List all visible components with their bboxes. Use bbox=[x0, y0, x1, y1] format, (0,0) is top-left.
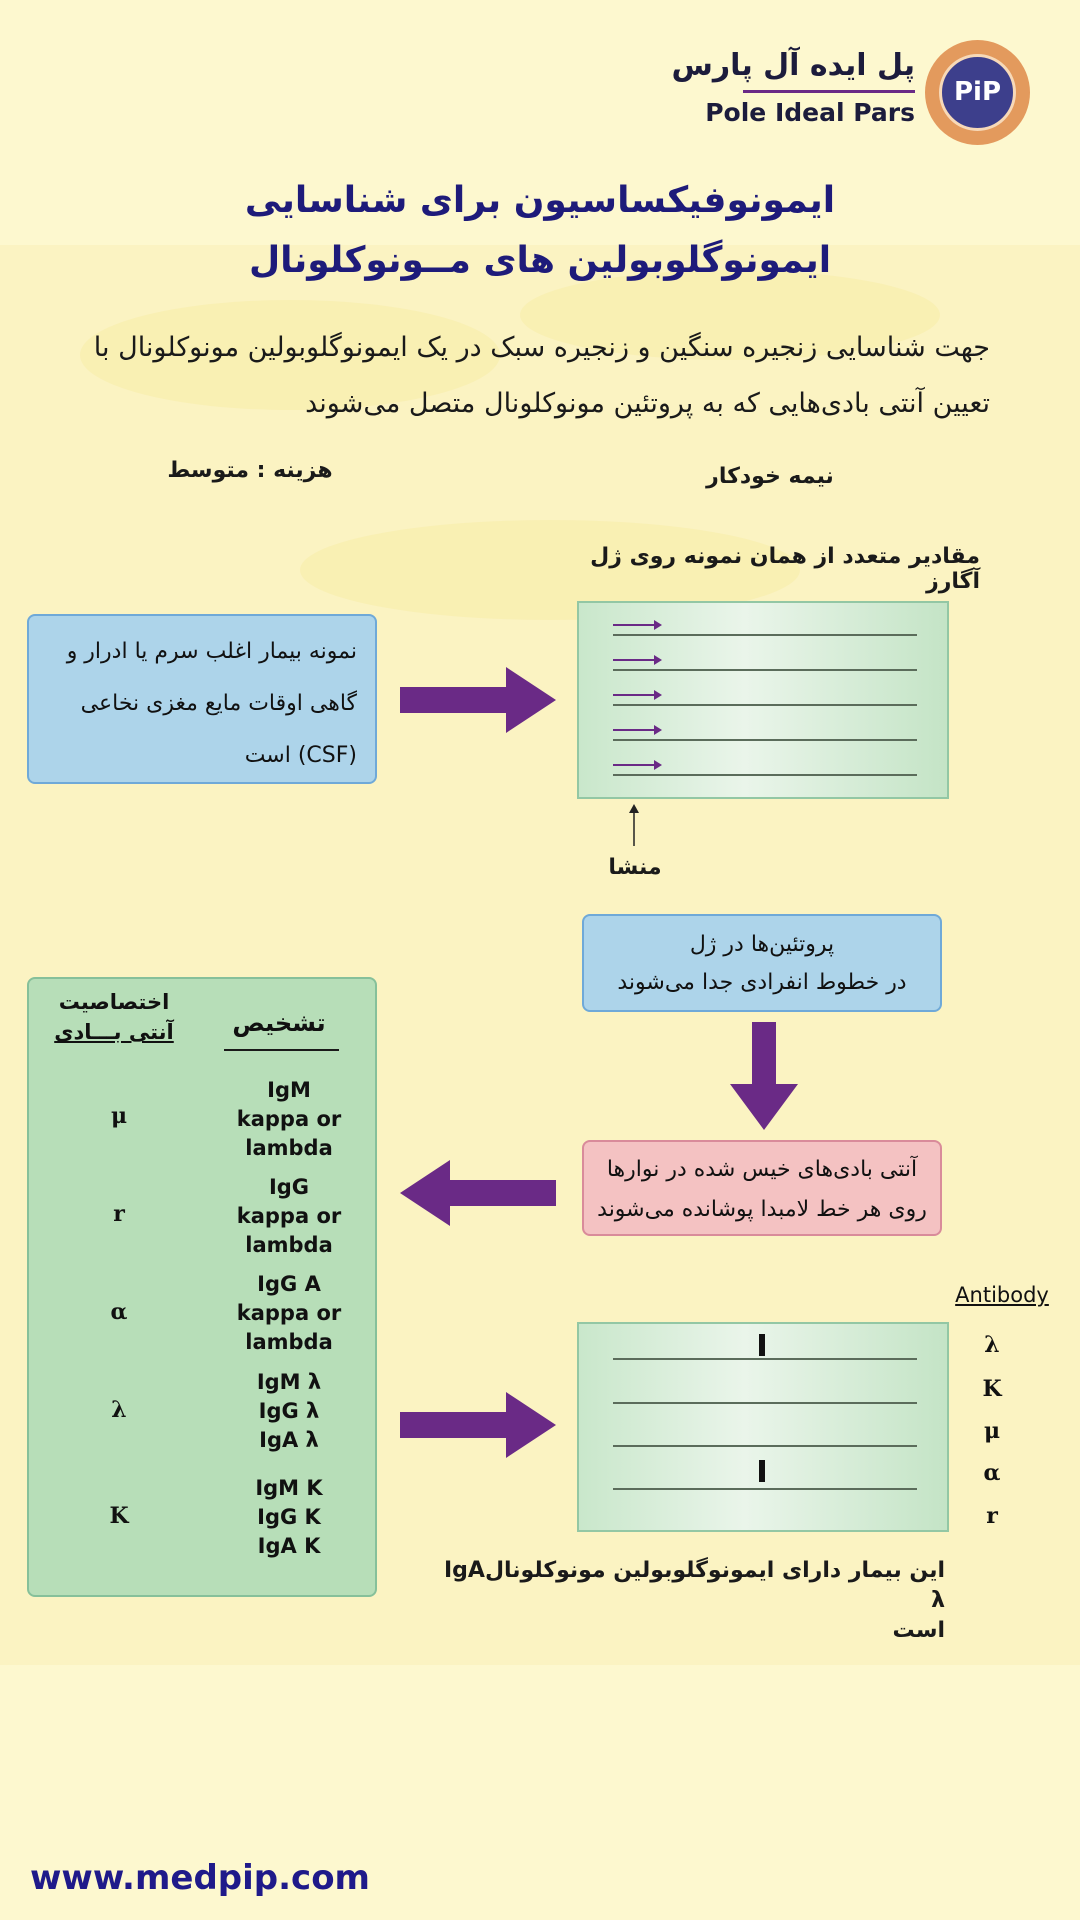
migration-arrow-icon bbox=[613, 624, 658, 626]
protein-band bbox=[759, 1460, 765, 1482]
separation-line-1: پروتئین‌ها در ژل bbox=[689, 932, 835, 957]
antibody-label: α bbox=[983, 1460, 1001, 1486]
specificity-header bbox=[49, 987, 179, 1047]
sample-box bbox=[27, 614, 377, 784]
page-title-line2: ایمونوگلوبولین های مــونوکلونال bbox=[248, 240, 832, 281]
arrow-down-icon bbox=[728, 1020, 800, 1132]
origin-label: منشا bbox=[608, 855, 662, 880]
origin-arrow-icon bbox=[626, 804, 642, 846]
separation-box bbox=[582, 914, 942, 1012]
result-text bbox=[440, 1556, 945, 1646]
antibody-title: Antibody bbox=[955, 1283, 1049, 1307]
antibody-label: r bbox=[986, 1503, 998, 1529]
brand-name-en: Pole Ideal Pars bbox=[705, 98, 915, 127]
sample-line-3: (CSF) است bbox=[244, 743, 357, 768]
stain-line-2: روی هر خط لامبدا پوشانده می‌شوند bbox=[597, 1197, 927, 1222]
gel-lane bbox=[613, 669, 917, 671]
gel-lane bbox=[613, 1488, 917, 1490]
gel-lane bbox=[613, 739, 917, 741]
protein-band bbox=[759, 1334, 765, 1356]
specificity-header-line2: آنتی بـــادی bbox=[54, 1020, 174, 1044]
table-row-diagnosis: IgM λ IgG λ IgA λ bbox=[256, 1370, 322, 1452]
table-row-diagnosis: IgG A kappa or lambda bbox=[236, 1272, 342, 1354]
cost-label: هزینه : متوسط bbox=[167, 458, 333, 483]
table-row-symbol: r bbox=[113, 1201, 125, 1227]
gel-lane bbox=[613, 1358, 917, 1360]
arrow-right-icon bbox=[398, 1390, 558, 1460]
migration-arrow-icon bbox=[613, 659, 658, 661]
gel-lane bbox=[613, 634, 917, 636]
table-row-symbol: α bbox=[110, 1299, 128, 1325]
gel-caption: مقادیر متعدد از همان نمونه روی ژل آگارز bbox=[590, 544, 980, 594]
arrow-right-icon bbox=[398, 665, 558, 735]
stain-line-1: آنتی بادی‌های خیس شده در نوارها bbox=[606, 1157, 918, 1182]
brand-seal-logo bbox=[925, 40, 1030, 145]
gel-plate-bottom bbox=[577, 1322, 949, 1532]
table-row-diagnosis: IgM kappa or lambda bbox=[236, 1078, 342, 1160]
brand-divider bbox=[743, 90, 915, 93]
sample-line-1: نمونه بیمار اغلب سرم یا ادرار و bbox=[66, 639, 357, 664]
automation-label: نیمه خودکار bbox=[706, 464, 834, 489]
intro-text: جهت شناسایی زنجیره سنگین و زنجیره سبک در یک ایمونوگلوبولین مونوکلونال با تعیین آنتی بادی‌هایی که به پروتئین مونوکلونال متصل می‌شوند bbox=[93, 332, 990, 419]
table-row-diagnosis: IgM K IgG K IgA K bbox=[255, 1476, 323, 1558]
antibody-label: K bbox=[982, 1376, 1002, 1402]
gel-lane bbox=[613, 704, 917, 706]
antibody-label: λ bbox=[984, 1332, 1000, 1358]
table-row-diagnosis: IgG kappa or lambda bbox=[236, 1175, 342, 1257]
brand-name-fa: پل ایده آل پارس bbox=[671, 48, 915, 83]
gel-lane bbox=[613, 1445, 917, 1447]
seal-text: PiP bbox=[939, 54, 1016, 131]
antibody-label: μ bbox=[983, 1418, 1001, 1444]
page-title-line1: ایمونوفیکساسیون برای شناسایی bbox=[244, 180, 836, 221]
antibody-stain-box bbox=[582, 1140, 942, 1236]
gel-lane bbox=[613, 774, 917, 776]
table-row-symbol: λ bbox=[111, 1397, 127, 1423]
result-line-1: این بیمار دارای ایمونوگلوبولین مونوکلونالIgA λ bbox=[443, 1558, 945, 1613]
migration-arrow-icon bbox=[613, 694, 658, 696]
table-row-symbol: K bbox=[109, 1503, 129, 1529]
sample-line-2: گاهی اوقات مایع مغزی نخاعی bbox=[80, 691, 357, 716]
diagnosis-table bbox=[27, 977, 377, 1597]
migration-arrow-icon bbox=[613, 764, 658, 766]
arrow-left-icon bbox=[398, 1158, 558, 1228]
gel-plate-top bbox=[577, 601, 949, 799]
website-link[interactable]: www.medpip.com bbox=[30, 1858, 370, 1898]
gel-lane bbox=[613, 1402, 917, 1404]
result-line-2: است bbox=[892, 1618, 945, 1643]
header-underline bbox=[224, 1049, 339, 1051]
table-row-symbol: μ bbox=[110, 1103, 128, 1129]
migration-arrow-icon bbox=[613, 729, 658, 731]
diagnosis-header: تشخیص bbox=[232, 1009, 326, 1037]
specificity-header-line1: اختصاصیت bbox=[58, 990, 170, 1014]
separation-line-2: در خطوط انفرادی جدا می‌شوند bbox=[617, 970, 907, 995]
